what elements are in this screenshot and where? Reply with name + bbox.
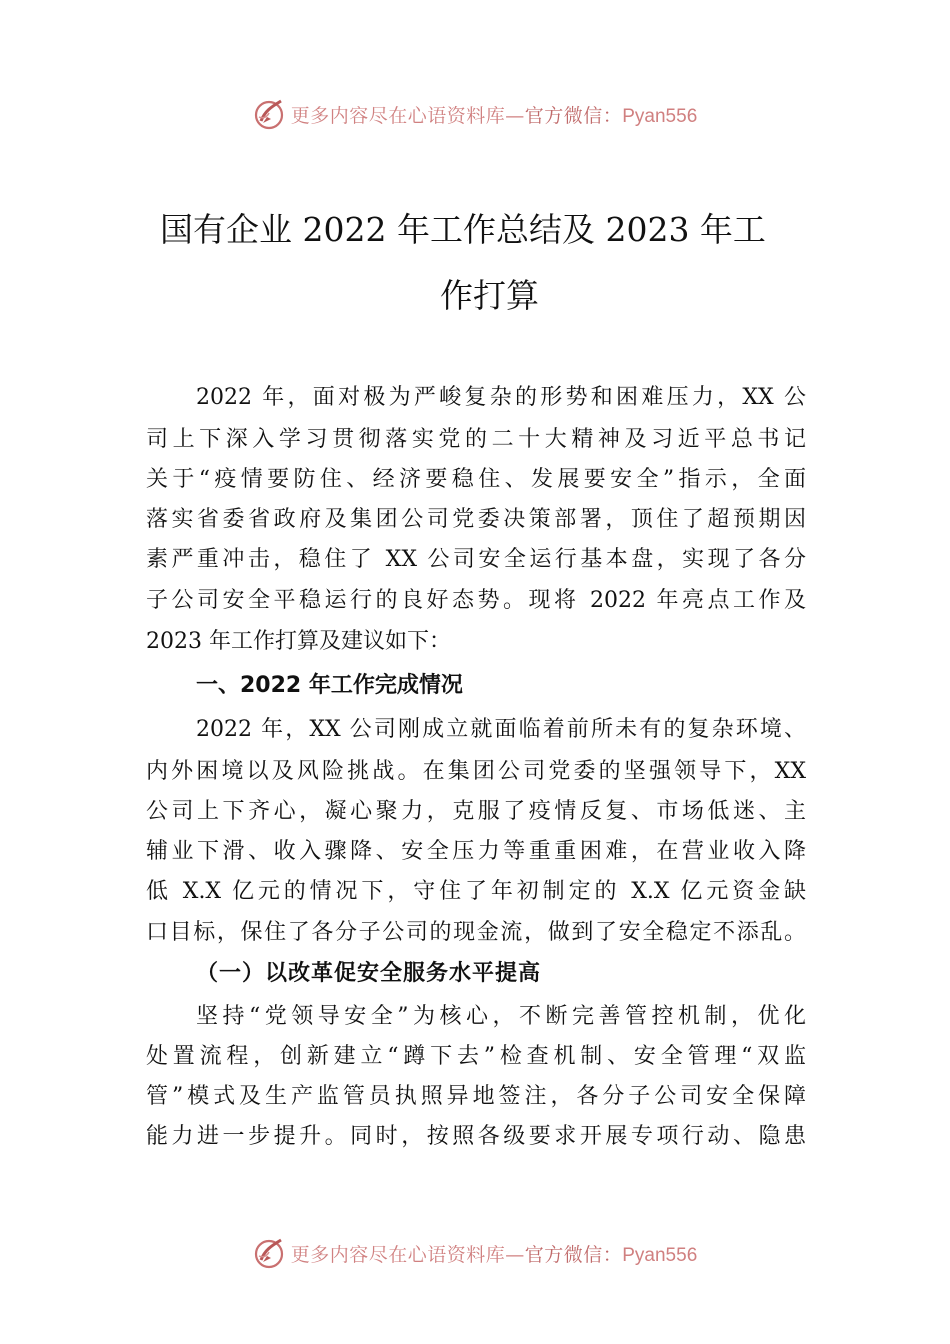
watermark-text: 更多内容尽在心语资料库—官方微信：Pyan556 [290, 1243, 698, 1266]
paragraph-line: 2022 年，XX 公司刚成立就面临着前所未有的复杂环境、 [196, 717, 806, 742]
paragraph-line: 辅业下滑、收入骤降、安全压力等重重困难，在营业收入降 [146, 839, 806, 864]
pen-logo-icon [253, 97, 287, 131]
paragraph-line: 口目标，保住了各分子公司的现金流，做到了安全稳定不添乱。 [146, 920, 806, 945]
paragraph-line: 公司上下齐心，凝心聚力，克服了疫情反复、市场低迷、主 [146, 799, 806, 824]
watermark-footer [0, 1233, 950, 1273]
paragraph-line: 内外困境以及风险挑战。在集团公司党委的坚强领导下，XX [146, 759, 806, 784]
paragraph-line: 2023 年工作打算及建议如下： [146, 629, 451, 654]
paragraph-line: 落实省委省政府及集团公司党委决策部署，顶住了超预期因 [146, 507, 806, 532]
subsection-heading: （一）以改革促安全服务水平提高 [196, 960, 542, 986]
watermark-header [0, 94, 950, 134]
paragraph-line: 素严重冲击，稳住了 XX 公司安全运行基本盘，实现了各分 [146, 547, 806, 572]
paragraph-line: 司上下深入学习贯彻落实党的二十大精神及习近平总书记 [146, 427, 806, 452]
watermark-text: 更多内容尽在心语资料库—官方微信：Pyan556 [290, 104, 698, 127]
paragraph-line: 2022 年，面对极为严峻复杂的形势和困难压力，XX 公 [196, 385, 806, 410]
document-title-line-1: 国有企业 2022 年工作总结及 2023 年工 [160, 210, 766, 249]
paragraph-line: 子公司安全平稳运行的良好态势。现将 2022 年亮点工作及 [146, 588, 806, 613]
section-heading: 一、2022 年工作完成情况 [196, 673, 463, 698]
paragraph-line: 坚持“党领导安全”为核心，不断完善管控机制，优化 [196, 1004, 806, 1029]
paragraph-line: 管”模式及生产监管员执照异地签注，各分子公司安全保障 [146, 1084, 806, 1109]
paragraph-line: 关于“疫情要防住、经济要稳住、发展要安全”指示，全面 [146, 467, 806, 492]
paragraph-line: 能力进一步提升。同时，按照各级要求开展专项行动、隐患 [146, 1124, 806, 1149]
document-title-line-2: 作打算 [440, 276, 539, 315]
pen-logo-icon [253, 1236, 287, 1270]
paragraph-line: 低 X.X 亿元的情况下，守住了年初制定的 X.X 亿元资金缺 [146, 879, 806, 904]
paragraph-line: 处置流程，创新建立“蹲下去”检查机制、安全管理“双监 [146, 1044, 806, 1069]
